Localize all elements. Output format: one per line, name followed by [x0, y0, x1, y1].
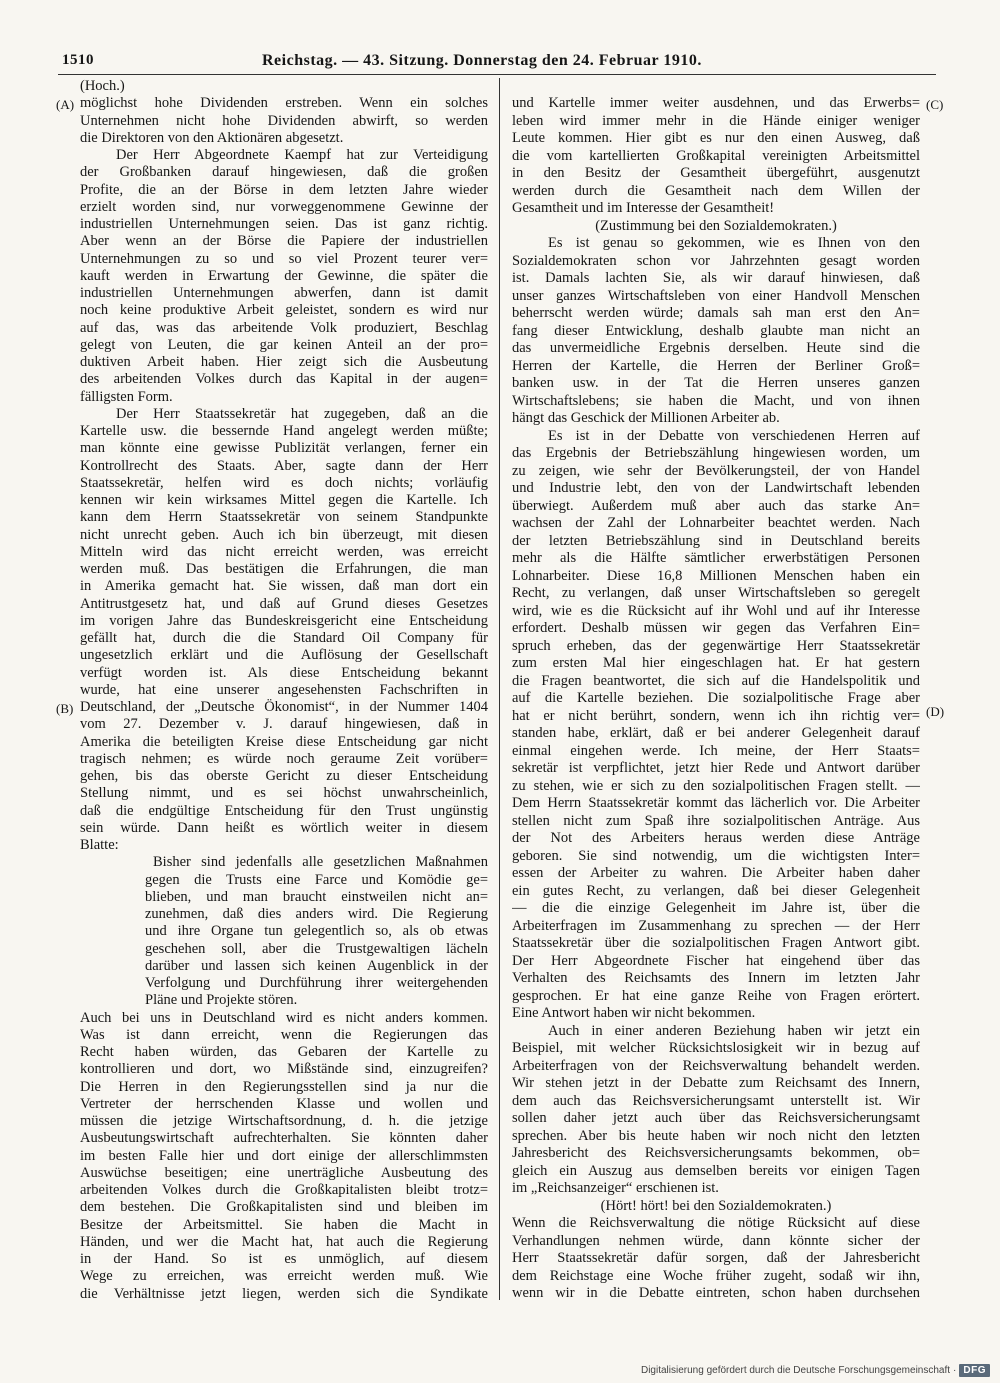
- text-line: wurde, hat eine unserer angesehensten Fachschriften in: [80, 681, 488, 698]
- text-line: fang dieser Entwicklung, deshalb glaubte man nicht an: [512, 322, 920, 339]
- text-line: Staatssekretär, helfen wird es doch nichts; vorläufig: [80, 474, 488, 491]
- dfg-logo: DFG: [959, 1364, 990, 1377]
- paragraph-continued: [80, 95, 488, 147]
- page-number: 1510: [62, 52, 94, 68]
- credit-separator: ·: [953, 1365, 957, 1376]
- text-line: industriellen Unternehmungen abwerfen, dann ist damit: [80, 285, 488, 301]
- text-line: Wir stehen jetzt in der Debatte zum Reichsamt des Innern,: [512, 1075, 920, 1092]
- text-line: Unternehmungen zu so und so viel Prozent teurer ver=: [80, 250, 488, 267]
- text-line: mehr als die Hälfte sämtlicher erwerbstätigen Personen: [512, 550, 920, 567]
- running-head: Reichstag. — 43. Sitzung. Donnerstag den 24. Februar 1910.: [262, 52, 702, 69]
- text-line: spruch erheben, das der gegenwärtige Herr Staatssekretär: [512, 637, 920, 654]
- text-line: Sozialdemokraten schon vor Jahrzehnten gesagt worden: [512, 252, 920, 269]
- text-line: das Ergebnis der Betriebszählung hingewiesen worden, um: [512, 445, 920, 462]
- text-line: Verfolgung und Durchführung ihrer weitergehenden: [145, 975, 488, 991]
- text-line: leben wird immer mehr in die Hände einiger weniger: [512, 112, 920, 129]
- text-line: Händen, und wer die Macht hat, hat auch die Regierung: [80, 1233, 488, 1250]
- text-line: gesprochen. Er hat eine ganze Reihe von Fragen erörtert.: [512, 987, 920, 1004]
- text-line: geboren. Sie sind notwendig, um die wichtigsten Inter=: [512, 847, 920, 864]
- text-line: und Kartelle immer weiter ausdehnen, und das Erwerbs=: [512, 95, 920, 112]
- text-line: sekretär ist verpflichtet, jetzt hier Rede und Antwort darüber: [512, 760, 920, 777]
- text-line: Besitze der Arbeitsmittel. Sie haben die Macht in: [80, 1216, 488, 1233]
- text-line: Recht, zu verlangen, daß unser Wirtschaftsleben so geregelt: [512, 585, 920, 602]
- text-line: Der Herr Abgeordnete Kaempf hat zur Verteidigung: [116, 147, 488, 163]
- text-line: zu zeigen, wie sehr der Bevölkerungsteil, der von Handel: [512, 462, 920, 479]
- text-line: wenn wir in die Debatte eintreten, schon haben durchsehen: [512, 1285, 920, 1302]
- text-line: banken usw. in der Tat die Herren unseres ganzen: [512, 375, 920, 392]
- text-line: sollen daher jetzt auch über das Reichsversicherungsamt: [512, 1110, 920, 1127]
- text-line: Auch in einer anderen Beziehung haben wir jetzt ein: [548, 1022, 920, 1039]
- text-line: essen der Arbeiter zu wahren. Die Arbeiter haben daher: [512, 865, 920, 882]
- text-line: dem auch das Reichsversicherungsamt unterstellt ist. Wir: [512, 1092, 920, 1109]
- text-line: Deutschland, der „Deutsche Ökonomist“, in der Nummer 1404: [80, 699, 488, 715]
- speaker-note: [80, 78, 488, 95]
- text-line: Kontrollrecht des Staats. Aber, sagte dann der Herr: [80, 457, 488, 474]
- text-line: einmal eingehen werde. Ich meine, der Herr Staats=: [512, 742, 920, 759]
- text-line: gelegt von Leuten, die gar keinen Anteil an der pro=: [80, 336, 488, 353]
- text-line: gehen, bis das oberste Gericht zu dieser Entscheidung: [80, 768, 488, 784]
- text-line: dem Reichstage eine Woche früher zugeht, sodaß wir ihn,: [512, 1267, 920, 1284]
- text-line: kann dem Herrn Staatssekretär von seinem Standpunkte: [80, 509, 488, 526]
- text-line: verfügt worden ist. Als diese Entscheidung bekannt: [80, 664, 488, 681]
- text-line: wachsen der Zahl der Lohnarbeiter beachtet werden. Nach: [512, 515, 920, 532]
- text-line: im besten Falle hier und dort einige der allerschlimmsten: [80, 1147, 488, 1164]
- text-line: erzielt worden sind, nur vorweggenommene Gewinne der: [80, 198, 488, 215]
- text-line: Recht haben würden, das Gebaren der Kartelle zu: [80, 1044, 488, 1060]
- text-line: im vorigen Jahre das Bundeskreisgericht eine Entscheidung: [80, 612, 488, 629]
- margin-mark-c: (C): [926, 97, 944, 112]
- text-line: die Fragen beantwortet, die sich auf die Handelspolitik und: [512, 672, 920, 689]
- margin-mark-b: (B): [56, 701, 74, 716]
- text-line: Pläne und Projekte stören.: [145, 992, 298, 1009]
- text-line: kontrollieren und dort, wo Mißstände sind, einzugreifen?: [80, 1061, 488, 1078]
- text-line: Es ist in der Debatte von verschiedenen Herren auf: [548, 427, 920, 444]
- text-line: (Zustimmung bei den Sozialdemokraten.): [595, 217, 837, 234]
- text-line: Eine Antwort haben wir nicht bekommen.: [512, 1005, 756, 1022]
- text-line: dem bestehen. Die Großkapitalisten sind und bleiben im: [80, 1199, 488, 1216]
- text-line: stellen nicht zum Spaß ihre sozialpolitischen Anträge. Aus: [512, 812, 920, 829]
- text-line: müssen die jetzige Wirtschaftsordnung, d. h. die jetzige: [80, 1113, 488, 1129]
- text-line: fälligsten Form.: [80, 388, 173, 405]
- paragraph-continued: [512, 95, 920, 218]
- text-line: unser ganzes Wirtschaftsleben von einer Handvoll Menschen: [512, 287, 920, 304]
- text-line: ein gutes Recht, zu verlangen, daß bei dieser Gelegenheit: [512, 882, 920, 899]
- text-line: Leute kommen. Hier gibt es nur den einen Ausweg, daß: [512, 130, 920, 147]
- block-quote: [145, 854, 488, 1009]
- text-line: Wenn die Reichsverwaltung die nötige Rücksicht auf diese: [512, 1215, 920, 1232]
- footer: [641, 1364, 990, 1377]
- text-line: werden muß. Das bestätigen die Erfahrungen, die man: [80, 561, 488, 577]
- text-line: gegen die Trusts eine Farce und Komödie ge=: [145, 871, 488, 888]
- text-line: man könnte eine gewisse Publizität verlangen, ferner ein: [80, 440, 488, 457]
- text-line: blieben, und man braucht einstweilen nicht an=: [145, 888, 488, 905]
- text-line: auf die Kartelle beziehen. Die sozialpolitische Frage aber: [512, 690, 920, 707]
- text-line: und ihre Organe tun gelegentlich so, als ob etwas: [145, 923, 488, 940]
- paragraph: [80, 406, 488, 855]
- text-line: hängt das Geschick der Millionen Arbeiter ab.: [512, 410, 780, 427]
- paragraph: [80, 147, 488, 406]
- text-line: daß die endgültige Entscheidung für den Trust ungünstig: [80, 802, 488, 819]
- text-line: — die die einzige Gelegenheit im Jahre ist, über die: [512, 900, 920, 917]
- text-line: (Hoch.): [80, 78, 125, 94]
- text-line: (Hört! hört! bei den Sozialdemokraten.): [600, 1197, 832, 1214]
- text-line: hat er nicht berührt, sondern, wenn ich ihn richtig ver=: [512, 707, 920, 724]
- text-line: erfordert. Deshalb müssen wir gegen das Verfahren Ein=: [512, 620, 920, 637]
- text-line: Stellung nimmt, und es sei höchst unwahrscheinlich,: [80, 785, 488, 802]
- text-line: in der Hand. So ist es unmöglich, auf diesem: [80, 1251, 488, 1267]
- header-rule: [58, 74, 936, 75]
- left-column: [80, 78, 488, 1303]
- text-line: duktiven Arbeit haben. Hier zeigt sich die Ausbeutung: [80, 354, 488, 370]
- text-line: Wirtschaftslebens; sie haben die Macht, und von ihnen: [512, 392, 920, 409]
- text-line: ungesetzlich erklärt und die Auflösung der Gesellschaft: [80, 647, 488, 664]
- paragraph: [512, 428, 920, 1023]
- text-line: Es ist genau so gekommen, wie es Ihnen von den: [548, 235, 920, 252]
- text-line: industriellen Unternehmungen seien. Das ist ganz richtig.: [80, 216, 488, 232]
- margin-mark-d: (D): [926, 704, 945, 719]
- text-line: auf das, was das arbeitende Volk produziert, Beschlag: [80, 319, 488, 336]
- text-line: Der Herr Abgeordnete Fischer hat eingehend über das: [512, 952, 920, 969]
- text-line: arbeitenden Volkes durch die Großkapitalisten bleibt trotz=: [80, 1182, 488, 1198]
- text-line: Der Herr Staatssekretär hat zugegeben, daß an die: [116, 405, 488, 422]
- text-line: Bisher sind jedenfalls alle gesetzlichen Maßnahmen: [153, 854, 488, 871]
- paragraph-continued: [80, 1010, 488, 1303]
- text-line: beherrscht werden würde; damals sah man erst den An=: [512, 305, 920, 322]
- text-line: des arbeitenden Volkes durch das Kapital in der augen=: [80, 371, 488, 388]
- text-line: gleich ein Auszug aus demselben bereits vor einigen Tagen: [512, 1162, 920, 1179]
- paragraph: [512, 235, 920, 428]
- text-line: zunehmen, daß dies anders wird. Die Regierung: [145, 906, 488, 922]
- text-line: kennen wir kein wirksames Mittel gegen die Kartelle. Ich: [80, 492, 488, 508]
- text-line: Jahresbericht des Reichsversicherungsamts bekommen, ob=: [512, 1145, 920, 1162]
- text-line: Gesamtheit und im Interesse der Gesamtheit!: [512, 200, 775, 217]
- text-line: im „Reichsanzeiger“ erschienen ist.: [512, 1180, 719, 1197]
- text-line: Antitrustgesetz hat, und daß auf Grund dieses Gesetzes: [80, 595, 488, 612]
- text-line: Unternehmen nicht hohe Dividenden abwirft, so werden: [80, 112, 488, 129]
- text-line: sein würde. Dann heißt es wörtlich weiter in diesem: [80, 819, 488, 836]
- right-column: [512, 95, 920, 1303]
- text-line: kauft werden in Erwartung der Gewinne, die später die: [80, 267, 488, 284]
- text-line: überwiegt. Außerdem muß aber auch das starke An=: [512, 497, 920, 514]
- text-line: der Not des Arbeiters heraus werden diese Anträge: [512, 830, 920, 847]
- text-line: sprechen. Aber bis heute haben wir noch nicht den letzten: [512, 1127, 920, 1144]
- text-line: Lohnarbeiter. Diese 16,8 Millionen Menschen haben ein: [512, 567, 920, 584]
- text-line: werden durch die Gesamtheit nach dem Willen der: [512, 182, 920, 199]
- text-line: die Direktoren von den Aktionären abgesetzt.: [80, 129, 344, 146]
- text-line: standen habe, erklärt, daß er bei anderer Gelegenheit darauf: [512, 725, 920, 742]
- funding-credit: Digitalisierung gefördert durch die Deutsche Forschungsgemeinschaft: [640, 1365, 951, 1376]
- text-line: Mitteln wird das nicht erreicht werden, was erreicht: [80, 543, 488, 560]
- text-line: in den Besitz der Gesamtheit übergeführt, ausgenutzt: [512, 165, 920, 182]
- text-line: Staatssekretär über die sozialpolitischen Fragen Antwort gibt.: [512, 935, 920, 952]
- text-line: vom 27. Dezember v. J. darauf hingewiesen, daß in: [80, 716, 488, 733]
- text-line: in Amerika gemacht hat. Sie wissen, daß man dort ein: [80, 578, 488, 595]
- column-divider: [499, 78, 500, 1300]
- text-line: Arbeiterfragen von der Reichsverwaltung behandelt werden.: [512, 1057, 920, 1074]
- text-line: nicht unrecht geben. Auch ich bin überzeugt, mit diesen: [80, 526, 488, 543]
- text-line: der Großbanken darauf hingewiesen, daß die großen: [80, 164, 488, 181]
- text-line: wird, wie es die Rücksicht auf ihr Wohl und auf ihr Interesse: [512, 602, 920, 619]
- text-line: Die Herren in den Regierungsstellen sind ja nur die: [80, 1078, 488, 1095]
- text-line: noch keine produktive Arbeit geleistet, sondern es wird nur: [80, 302, 488, 319]
- text-line: Amerika die beteiligten Kreise diese Entscheidung gar nicht: [80, 733, 488, 750]
- text-line: Verhandlungen nehmen würde, dann könnte sicher der: [512, 1232, 920, 1249]
- text-line: Verhalten des Reichsamts des Innern im letzten Jahr: [512, 970, 920, 987]
- text-line: Kartelle usw. die bessernde Hand angelegt werden müßte;: [80, 423, 488, 439]
- text-line: zum ersten Mal hier eingeschlagen hat. Er hat gestern: [512, 655, 920, 672]
- text-line: geschehen soll, aber die Trustgewaltigen lächeln: [145, 940, 488, 957]
- text-line: Aber wenn an der Börse die Papiere der industriellen: [80, 233, 488, 250]
- text-line: das unvermeidliche Ergebnis derselben. Heute sind die: [512, 340, 920, 357]
- text-line: ist. Damals lachten Sie, als wir darauf hinwiesen, daß: [512, 270, 920, 287]
- text-line: Beispiel, mit welcher Rücksichtslosigkeit wir in bezug auf: [512, 1040, 920, 1057]
- text-line: die Verhältnisse jetzt liegen, werden sich die Syndikate: [80, 1285, 488, 1302]
- text-line: tragisch nehmen; es würde noch geraume Zeit vorüber=: [80, 750, 488, 767]
- interjection: [512, 218, 920, 236]
- text-line: Vertreter der herrschenden Klasse und wollen und: [80, 1095, 488, 1112]
- text-line: möglichst hohe Dividenden erstreben. Wenn ein solches: [80, 95, 488, 112]
- text-line: Wege zu erreichen, was erreicht werden muß. Wie: [80, 1268, 488, 1285]
- text-line: Was ist dann erreicht, wenn die Regierungen das: [80, 1026, 488, 1043]
- text-line: die vom kartellierten Großkapital vereinigten Arbeitsmittel: [512, 147, 920, 164]
- text-line: Auswüchse beseitigen; eine unerträgliche Ausbeutung des: [80, 1164, 488, 1181]
- paragraph: [512, 1023, 920, 1198]
- text-line: zu stehen, wie er sich zu den sozialpolitischen Fragen stellt. —: [512, 777, 920, 794]
- interjection: [512, 1198, 920, 1216]
- text-line: Ausbeutungswirtschaft aufrechterhalten. Sie könnten daher: [80, 1130, 488, 1147]
- text-line: Blatte:: [80, 837, 119, 853]
- text-line: Auch bei uns in Deutschland wird es nicht anders kommen.: [80, 1009, 488, 1026]
- text-line: Profite, die an der Börse in dem letzten Jahre wieder: [80, 181, 488, 198]
- margin-mark-a: (A): [56, 97, 75, 112]
- text-line: darüber und lassen sich keinen Augenblick in der: [145, 957, 488, 974]
- text-line: Herren der Kartelle, die Herren der Berliner Groß=: [512, 357, 920, 374]
- text-line: Arbeiterfragen im Zusammenhang zu sprechen — der Herr: [512, 917, 920, 934]
- text-line: Herr Staatssekretär dafür sorgen, daß der Jahresbericht: [512, 1250, 920, 1267]
- text-line: und Industrie lebt, den von der Landwirtschaft lebenden: [512, 480, 920, 497]
- paragraph-continued: [512, 1215, 920, 1303]
- text-line: Dem Herrn Staatssekretär kommt das lächerlich vor. Die Arbeiter: [512, 795, 920, 812]
- text-line: der letzten Betriebszählung sind in Deutschland bereits: [512, 532, 920, 549]
- text-line: gefällt hat, durch die die Standard Oil Company für: [80, 630, 488, 646]
